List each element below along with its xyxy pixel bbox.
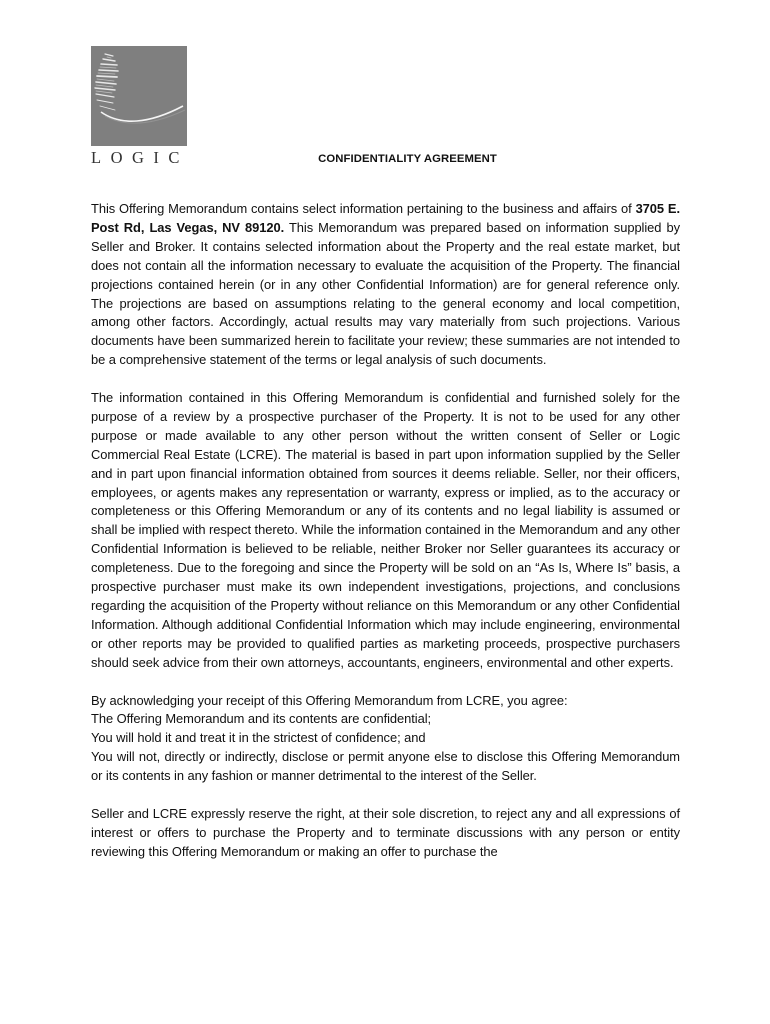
company-logo [91,46,191,166]
acknowledgement-intro: By acknowledging your receipt of this Offering Memorandum from LCRE, you agree: [91,692,568,708]
intro-rest: This Memorandum was prepared based on information supplied by Seller and Broker. It contains selected information about the Property and the real estate market, but does not contain all the information necessary to evaluate the acquisition of the Property. The financial projections contained herein (or in any other Confidential Information) are for general reference only. The projections are based on assumptions relating to the general economy and local competition, among other factors. Accordingly, actual results may vary materially from such projections. Various documents have been summarized herein to facilitate your review; these summaries are not intended to be a comprehensive statement of the terms or legal analysis of such documents. [91,219,680,368]
reservation-paragraph: Seller and LCRE expressly reserve the right, at their sole discretion, to reject any and all expressions of interest or offers to purchase the Property and to terminate discussions with any person or entity reviewing this Offering Memorandum or making an offer to purchase the [91,805,680,859]
property-address: 3705 E. Post Rd, Las Vegas, NV 89120. [91,201,680,235]
logo-wordmark: LOGIC [91,148,189,167]
intro-paragraph [91,200,680,370]
document-body [91,200,680,862]
confidential-paragraph: The information contained in this Offering Memorandum is confidential and furnished solely for the purpose of a review by a prospective purchaser of the Property. It is not to be used for any other purpose or made available to any other person without the written consent of Seller or Logic Commercial Real Estate (LCRE). The material is based in part upon information supplied by the Seller and in part upon financial information obtained from sources it deems reliable. Seller, nor their officers, employees, or agents makes any representation or warranty, express or implied, as to the accuracy or completeness or this Offering Memorandum or any of its contents and no legal liability is assumed or shall be implied with respect thereto. While the information contained in the Memorandum and any other Confidential Information is believed to be reliable, neither Broker nor Seller guarantees its accuracy or completeness. Due to the foregoing and since the Property will be sold on an “As Is, Where Is” basis, a prospective purchaser must make its own independent investigations, projections, and conclusions regarding the acquisition of the Property without reliance on this Memorandum or any other Confidential Information. Although additional Confidential Information which may include engineering, environmental or other reports may be provided to qualified parties as marketing proceeds, prospective purchasers should seek advice from their own attorneys, accountants, engineers, environmental and other experts. [91,390,680,670]
acknowledgement-item: The Offering Memorandum and its contents are confidential; [91,711,432,727]
document-title: CONFIDENTIALITY AGREEMENT [318,153,497,165]
logic-logo-mark-icon [91,46,187,146]
intro-lead: This Offering Memorandum contains select information pertaining to the business and affairs of [91,201,632,216]
acknowledgement-item: You will not, directly or indirectly, disclose or permit anyone else to disclose this Offering Memorandum or its contents in any fashion or manner detrimental to the interest of the Seller. [91,749,680,784]
acknowledgement-item: You will hold it and treat it in the strictest of confidence; and [91,730,426,746]
acknowledgement-section [91,692,680,787]
